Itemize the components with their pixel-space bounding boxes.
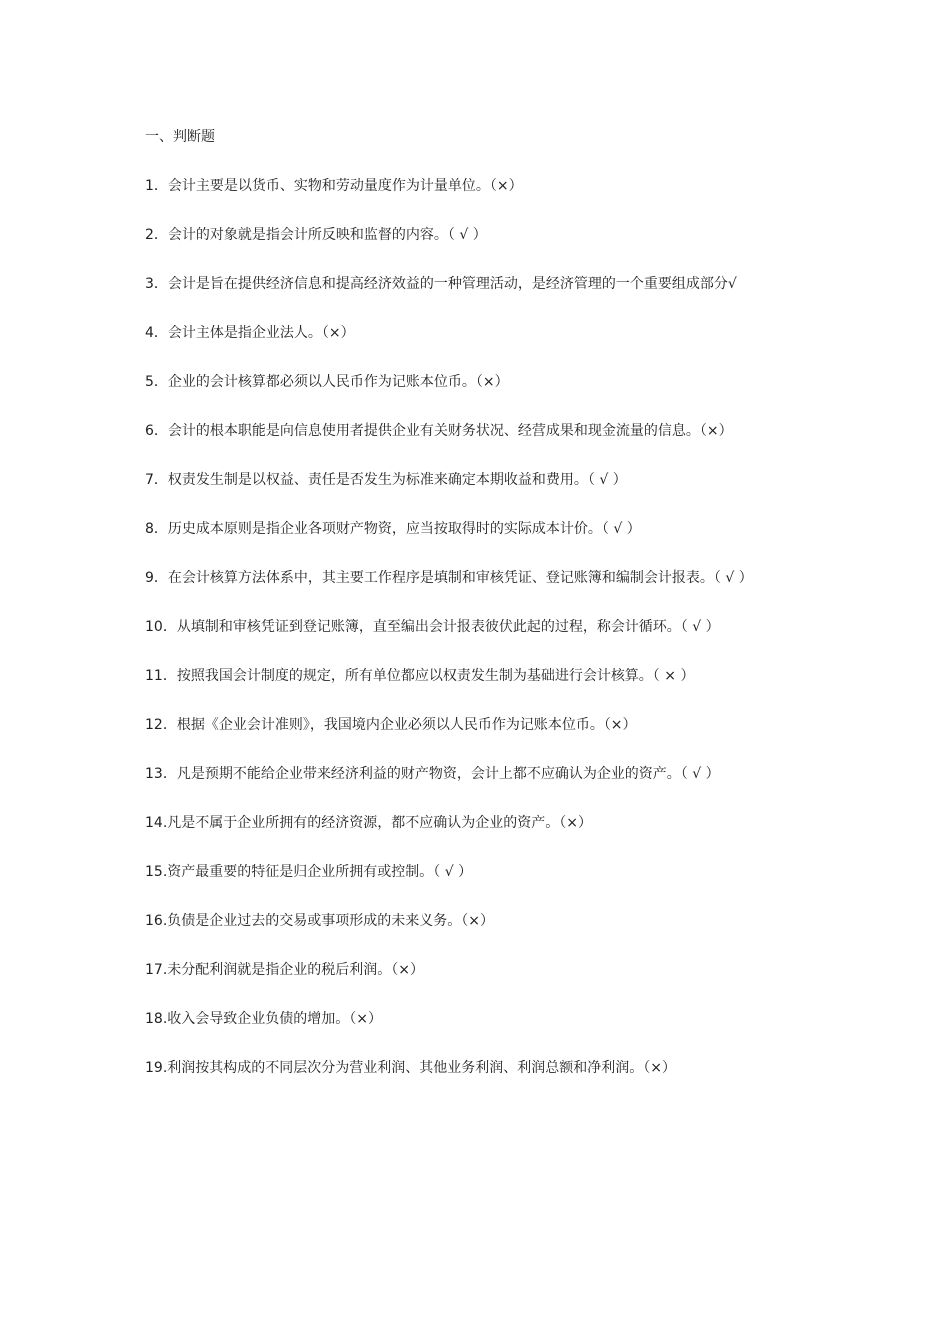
question-item-16: 16.负债是企业过去的交易或事项形成的未来义务。（×） — [145, 913, 494, 929]
question-item-13: 13．凡是预期不能给企业带来经济利益的财产物资，会计上都不应确认为企业的资产。（ √ ） — [145, 766, 720, 782]
question-item-4: 4．会计主体是指企业法人。（×） — [145, 325, 355, 341]
question-item-10: 10．从填制和审核凭证到登记账簿，直至编出会计报表彼伏此起的过程，称会计循环。（ √ ） — [145, 619, 720, 635]
question-item-11: 11．按照我国会计制度的规定，所有单位都应以权责发生制为基础进行会计核算。（ × ） — [145, 668, 695, 684]
document-page — [145, 125, 835, 1105]
question-item-8: 8．历史成本原则是指企业各项财产物资，应当按取得时的实际成本计价。（ √ ） — [145, 521, 641, 537]
question-item-1: 1．会计主要是以货币、实物和劳动量度作为计量单位。（×） — [145, 178, 523, 194]
question-item-5: 5．企业的会计核算都必须以人民币作为记账本位币。（×） — [145, 374, 509, 390]
question-item-3: 3．会计是旨在提供经济信息和提高经济效益的一种管理活动，是经济管理的一个重要组成部分√ — [145, 276, 737, 292]
question-item-7: 7．权责发生制是以权益、责任是否发生为标准来确定本期收益和费用。（ √ ） — [145, 472, 627, 488]
question-item-2: 2．会计的对象就是指会计所反映和监督的内容。（ √ ） — [145, 227, 487, 243]
question-item-6: 6．会计的根本职能是向信息使用者提供企业有关财务状况、经营成果和现金流量的信息。（×） — [145, 423, 733, 439]
question-item-12: 12．根据《企业会计准则》，我国境内企业必须以人民币作为记账本位币。（×） — [145, 717, 637, 733]
question-item-19: 19.利润按其构成的不同层次分为营业利润、其他业务利润、利润总额和净利润。（×） — [145, 1060, 676, 1076]
question-item-17: 17.未分配利润就是指企业的税后利润。（×） — [145, 962, 424, 978]
section-title: 一、判断题 — [145, 129, 215, 145]
question-list — [145, 174, 835, 1081]
question-item-15: 15.资产最重要的特征是归企业所拥有或控制。（ √ ） — [145, 864, 473, 880]
question-item-14: 14.凡是不属于企业所拥有的经济资源，都不应确认为企业的资产。（×） — [145, 815, 592, 831]
question-item-18: 18.收入会导致企业负债的增加。（×） — [145, 1011, 382, 1027]
question-item-9: 9．在会计核算方法体系中，其主要工作程序是填制和审核凭证、登记账簿和编制会计报表。（ √ ） — [145, 570, 753, 586]
